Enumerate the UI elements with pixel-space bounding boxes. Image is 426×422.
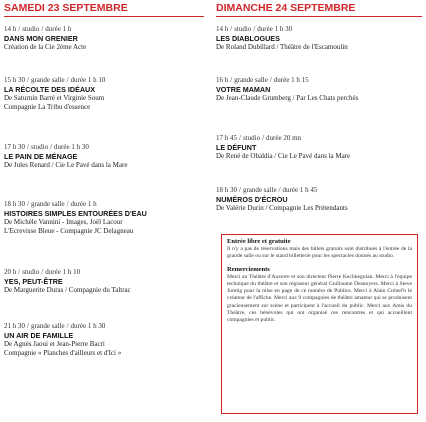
event-time: 18 h 30	[4, 200, 25, 208]
event-venue: grande salle	[234, 76, 268, 84]
event-credit: De Roland Dubillard / Théâtre de l'Escamoulin	[216, 43, 348, 51]
event-time: 16 h	[216, 76, 229, 84]
sunday-heading: DIMANCHE 24 SEPTEMBRE	[216, 0, 422, 17]
event-time: 15 h 30	[4, 76, 25, 84]
event-venue: grande salle	[30, 200, 65, 208]
event-venue: studio	[22, 25, 40, 33]
event-meta	[4, 25, 204, 34]
event-entry	[4, 322, 204, 358]
event-credit: De Jean-Claude Grumberg / Par Les Chats perchés	[216, 94, 359, 102]
separator: /	[18, 268, 21, 276]
event-duration: durée 1 h 10	[45, 268, 81, 276]
event-duration: durée 1 h 45	[282, 186, 318, 194]
saturday-heading: SAMEDI 23 SEPTEMBRE	[4, 0, 204, 17]
separator: /	[27, 322, 29, 330]
separator: /	[253, 25, 256, 33]
event-meta	[4, 268, 204, 277]
event-venue: grande salle	[242, 186, 277, 194]
event-credit: Compagnie « Planches d'ailleurs et d'Ici »	[4, 349, 122, 357]
info-box	[221, 234, 418, 414]
event-time: 20 h	[4, 268, 17, 276]
separator: /	[278, 186, 281, 194]
saturday-column	[4, 0, 204, 357]
event-meta	[4, 76, 204, 85]
event-meta	[216, 186, 422, 195]
separator: /	[41, 25, 44, 33]
event-entry	[216, 25, 422, 52]
event-meta	[4, 200, 204, 209]
event-meta	[216, 76, 422, 85]
entry-title: Entrée libre et gratuite	[227, 238, 291, 245]
event-time: 21 h 30	[4, 322, 25, 330]
event-entry	[4, 143, 204, 170]
event-title: NUMÉROS D'ÉCROU	[216, 195, 288, 204]
event-time: 14 h	[216, 25, 229, 33]
event-duration: durée 1 h 30	[54, 143, 89, 151]
separator: /	[50, 143, 53, 151]
event-meta	[216, 25, 422, 34]
separator: /	[27, 143, 29, 151]
event-entry	[216, 186, 422, 213]
event-meta	[4, 143, 204, 152]
separator: /	[239, 134, 241, 142]
separator: /	[262, 134, 265, 142]
event-venue: grande salle	[30, 76, 65, 84]
event-venue: studio	[30, 143, 49, 151]
event-venue: studio	[234, 25, 252, 33]
event-credit: Compagnie La Tribu d'essence	[4, 103, 91, 111]
event-meta	[216, 134, 422, 143]
event-entry	[216, 134, 422, 161]
separator: /	[27, 200, 29, 208]
event-time: 14 h	[4, 25, 17, 33]
separator: /	[27, 76, 29, 84]
event-credit: De Marguerite Duras / Compagnie du Taltrac	[4, 286, 131, 294]
separator: /	[230, 25, 233, 33]
separator: /	[66, 200, 69, 208]
event-title: LES DIABLOGUES	[216, 34, 280, 43]
event-credit: De Jules Renard / Cie Le Pavé dans la Mare	[4, 161, 128, 169]
event-title: VOTRE MAMAN	[216, 85, 271, 94]
event-entry	[4, 268, 204, 295]
event-duration: durée 1 h 30	[70, 322, 106, 330]
thanks-title: Remerciements	[227, 266, 270, 274]
event-title: UN AIR DE FAMILLE	[4, 331, 74, 340]
event-venue: studio	[242, 134, 261, 142]
event-title: LE DÉFUNT	[216, 143, 257, 152]
sunday-column	[216, 0, 422, 212]
event-entry	[216, 76, 422, 103]
event-entry	[4, 76, 204, 112]
separator: /	[230, 76, 233, 84]
separator: /	[41, 268, 44, 276]
event-entry	[4, 25, 204, 52]
event-credit: De Agnès Jaoui et Jean-Pierre Bacri	[4, 340, 105, 348]
separator: /	[269, 76, 272, 84]
event-meta	[4, 322, 204, 331]
event-title: LE PAIN DE MÉNAGE	[4, 152, 78, 161]
separator: /	[18, 25, 21, 33]
event-credit: L'Ecrevisse Bleue - Compagnie JC Delagneau	[4, 227, 134, 235]
separator: /	[239, 186, 241, 194]
event-credit: De Michèle Vannini - Images, Joël Lacour	[4, 218, 123, 226]
event-time: 18 h 30	[216, 186, 237, 194]
event-credit: De Valérie Durin / Compagnie Les Prétendants	[216, 204, 348, 212]
event-credit: De Saturnin Barré et Virginie Soum	[4, 94, 105, 102]
event-time: 17 h 30	[4, 143, 25, 151]
event-venue: studio	[22, 268, 40, 276]
event-duration: durée 1 h	[45, 25, 72, 33]
event-credit: Création de la Cie 2ème Acte	[4, 43, 87, 51]
event-title: HISTOIRES SIMPLES ENTOURÉES D'EAU	[4, 209, 147, 218]
event-venue: grande salle	[30, 322, 65, 330]
event-duration: durée 1 h 15	[273, 76, 309, 84]
event-credit: De René de Obaldia / Cie Le Pavé dans la Mare	[216, 152, 351, 160]
event-title: DANS MON GRENIER	[4, 34, 78, 43]
event-duration: durée 1 h 10	[70, 76, 106, 84]
event-entry	[4, 200, 204, 236]
separator: /	[66, 322, 69, 330]
event-title: YES, PEUT-ÊTRE	[4, 277, 63, 286]
separator: /	[66, 76, 69, 84]
event-title: LA RÉCOLTE DES IDÉAUX	[4, 85, 96, 94]
event-time: 17 h 45	[216, 134, 237, 142]
event-duration: durée 1 h 30	[257, 25, 293, 33]
entry-text: Il n'y a pas de réservations mais des billets gratuits sont distribués à l'entrée de la grande salle ou sur le stand billetterie pour les spectacles donnés au studio.	[227, 246, 412, 260]
event-duration: durée 20 mn	[266, 134, 302, 142]
thanks-text: Merci au Théâtre d'Auxerre et son directeur Pierre Kechkeguian. Merci à l'équipe technique du théâtre et son régisseur général Guillaume Desnoyers. Merci à Steve Juretig pour la mise en page de ce numéro de Publics. Merci à Alain Crénel'h le créateur de l'affiche. Merci aux 9 compagnies de théâtre amateur qui se produisent gracieusement sur scène et participent à l'accueil du public. Merci aux Amis du Théâtre, ces bénévoles qui ont organisé ces rencontres et qui accueillent compagnies et public.	[227, 274, 412, 323]
event-duration: durée 1 h	[70, 200, 97, 208]
